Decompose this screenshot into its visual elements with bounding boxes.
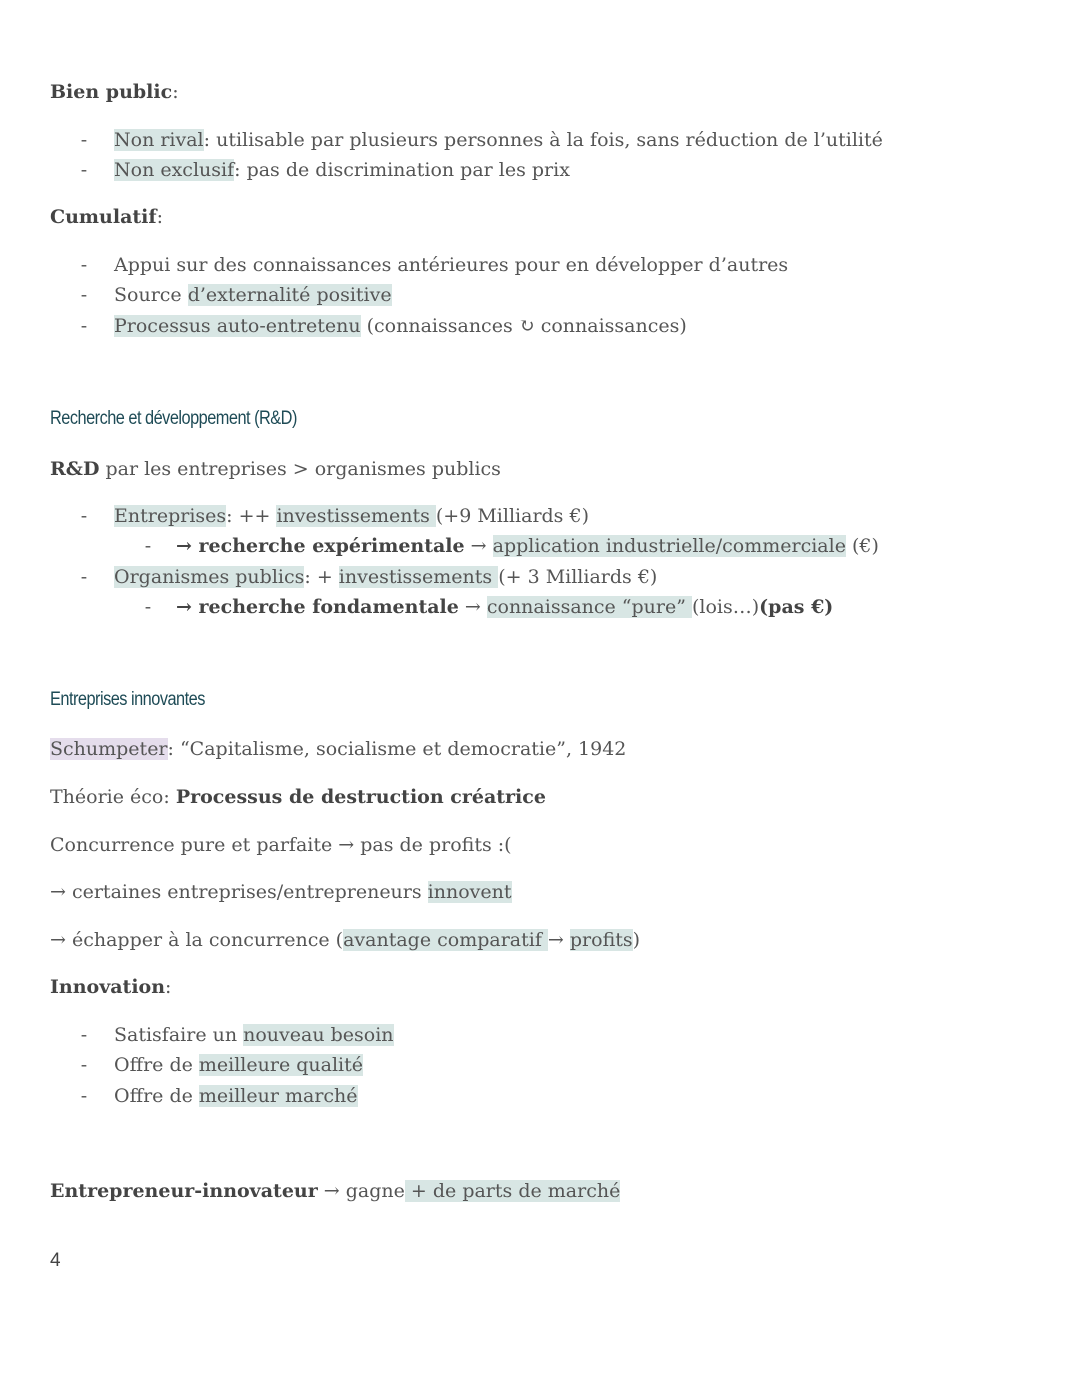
entrepreneur-line: Entrepreneur-innovateur → gagne + de parts de marché	[50, 1180, 621, 1202]
section-title-innovation: Entreprises innovantes	[50, 689, 205, 710]
cumulatif-heading: Cumulatif:	[50, 206, 163, 228]
bien-public-heading: Bien public:	[50, 81, 179, 103]
theorie-line: Théorie éco: Processus de destruction créatrice	[50, 786, 546, 808]
innovation-heading: Innovation:	[50, 976, 172, 998]
schumpeter-line: Schumpeter: “Capitalisme, socialisme et democratie”, 1942	[50, 738, 627, 760]
document-page: Bien public: - Non rival: utilisable par plusieurs personnes à la fois, sans réduction de l’utilité - Non exclusif: pas de discrimination par les prix Cumulatif: - Appui sur des connaissances antérieures pour en développer d’autres - Source d’externalité positive - Processus auto-entretenu (connaissances ↻ connaissances) Recherche et développement (R&D) R&D par les entreprises > organismes publics - Entreprises: ++ investissements (+9 Milliards €) - → recherche expérimentale → application industrielle/commerciale (€) - Organismes publics: + investissements (+ 3 Milliards €) - → recherche fondamentale → connaissance “pure” (lois…)(pas €) Entreprises innovantes Schumpeter: “Capitalisme, socialisme et democratie”, 1942 Théorie éco: Processus de destruction créatrice Concurrence pure et parfaite → pas de profits :( → certaines entreprises/entrepreneurs innovent → échapper à la concurrence (avantage comparatif → profits) Innovation: - Satisfaire un nouveau besoin - Offre de meilleure qualité - Offre de meilleur marché Entrepreneur-innovateur → gagne + de parts de marché 4	[0, 0, 1080, 1397]
certaines-line: → certaines entreprises/entrepreneurs innovent	[50, 881, 512, 903]
rd-intro: R&D par les entreprises > organismes publics	[50, 458, 501, 480]
echapper-line: → échapper à la concurrence (avantage comparatif → profits)	[50, 929, 641, 951]
concurrence-line: Concurrence pure et parfaite → pas de profits :(	[50, 834, 512, 856]
section-title-rd: Recherche et développement (R&D)	[50, 408, 297, 429]
page-number: 4	[50, 1250, 61, 1271]
